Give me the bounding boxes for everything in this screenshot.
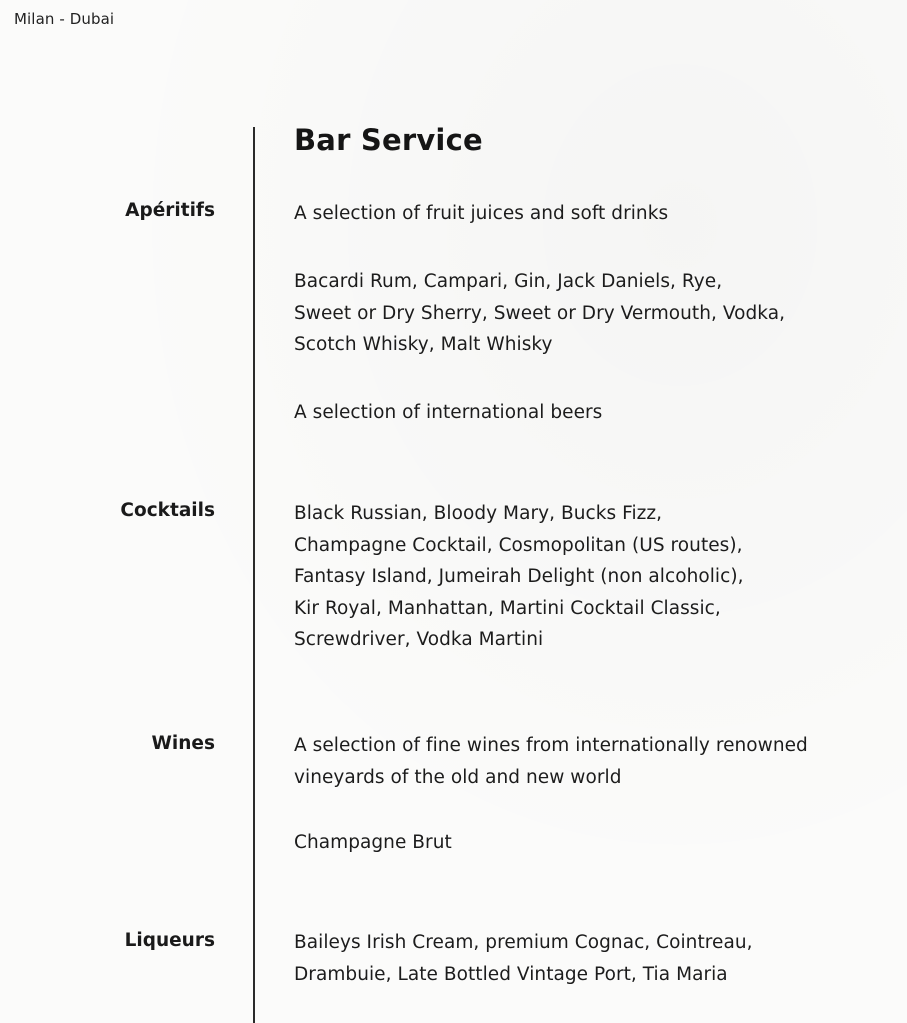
text-line: Scotch Whisky, Malt Whisky xyxy=(294,334,553,355)
text-line: Screwdriver, Vodka Martini xyxy=(294,629,544,650)
text-line: A selection of international beers xyxy=(294,402,603,423)
text-line: Fantasy Island, Jumeirah Delight (non alcoholic), xyxy=(294,566,744,587)
section-label-wines: Wines xyxy=(151,733,215,754)
text-line: A selection of fruit juices and soft drinks xyxy=(294,203,669,224)
aperitifs-beers xyxy=(294,397,879,429)
text-line: Kir Royal, Manhattan, Martini Cocktail Classic, xyxy=(294,597,721,619)
section-label-liqueurs: Liqueurs xyxy=(124,930,215,951)
text-line: Champagne Cocktail, Cosmopolitan (US routes), xyxy=(294,534,743,556)
text-line: Baileys Irish Cream, premium Cognac, Cointreau, xyxy=(294,932,753,953)
section-label-cocktails: Cocktails xyxy=(120,500,215,521)
text-line: Bacardi Rum, Campari, Gin, Jack Daniels, Rye, xyxy=(294,271,723,292)
route-label: Milan - Dubai xyxy=(14,10,115,28)
aperitifs-soft-drinks xyxy=(294,198,879,230)
text-line: Drambuie, Late Bottled Vintage Port, Tia Maria xyxy=(294,963,728,985)
aperitifs-spirits xyxy=(294,266,879,361)
text-line: vineyards of the old and new world xyxy=(294,766,622,788)
wines-selection xyxy=(294,730,879,793)
section-label-aperitifs: Apéritifs xyxy=(125,200,215,221)
text-line: Sweet or Dry Sherry, Sweet or Dry Vermouth, Vodka, xyxy=(294,302,786,324)
page-title: Bar Service xyxy=(294,123,483,157)
text-line: A selection of fine wines from internationally renowned xyxy=(294,735,808,756)
column-divider xyxy=(253,127,255,1023)
text-line: Black Russian, Bloody Mary, Bucks Fizz, xyxy=(294,503,663,524)
liqueurs-list xyxy=(294,927,879,990)
text-line: Champagne Brut xyxy=(294,832,452,853)
cocktails-list xyxy=(294,498,879,656)
wines-champagne xyxy=(294,827,879,859)
